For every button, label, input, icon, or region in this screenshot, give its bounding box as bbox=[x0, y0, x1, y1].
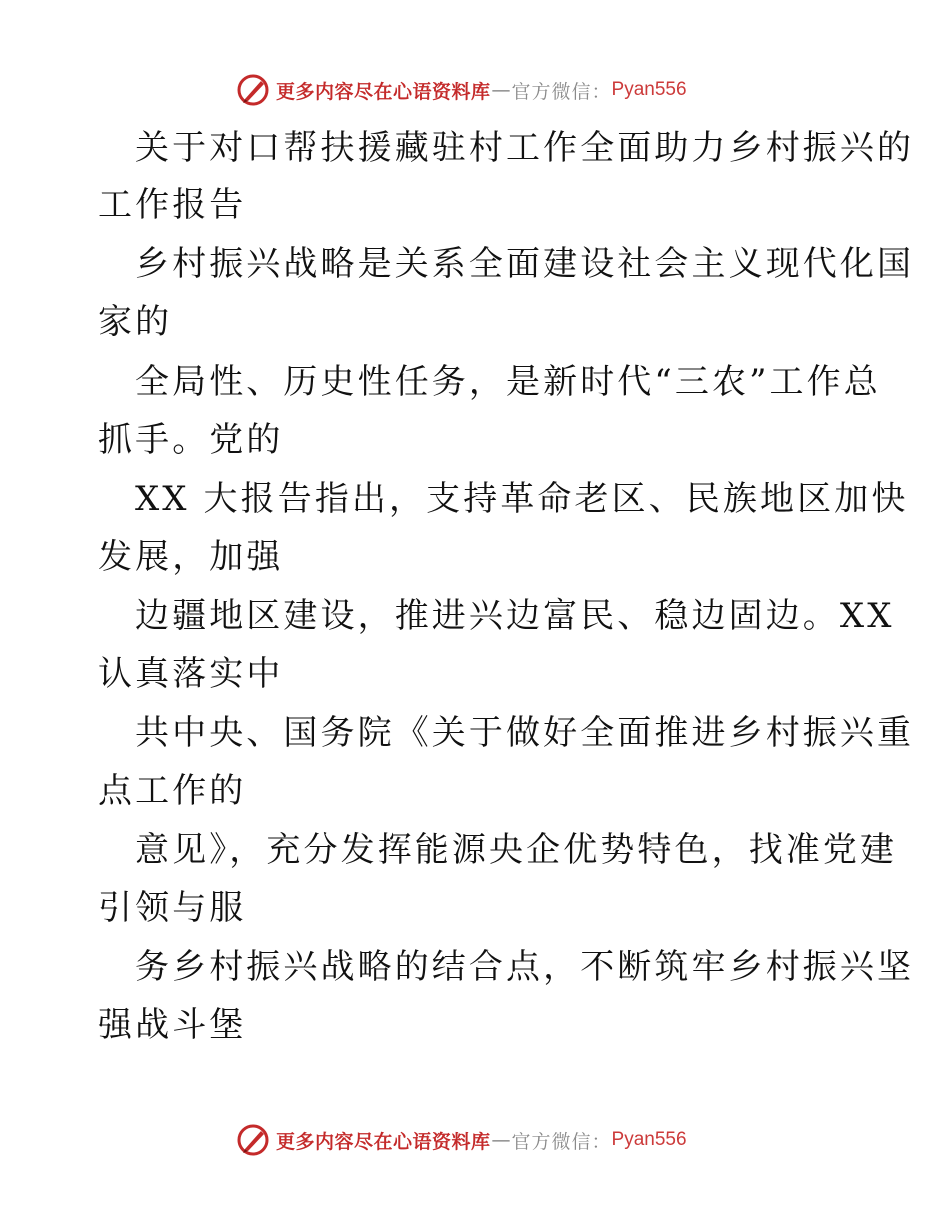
header-banner bbox=[236, 72, 687, 108]
body-line: 认真落实中 bbox=[98, 654, 284, 694]
banner-dash: — bbox=[491, 1129, 511, 1151]
title-line-2: 工作报告 bbox=[98, 185, 247, 225]
wechat-id: Pyan556 bbox=[611, 79, 687, 100]
body-line: XX 大报告指出，支持革命老区、民族地区加快 bbox=[135, 479, 909, 519]
body-line: 家的 bbox=[98, 302, 173, 342]
pen-logo-icon bbox=[236, 73, 270, 107]
site-name: 更多内容尽在心语资料库 bbox=[276, 1130, 491, 1153]
wechat-label: 官方微信： bbox=[511, 80, 612, 103]
body-line: 共中央、国务院《关于做好全面推进乡村振兴重 bbox=[135, 713, 915, 753]
body-line: 发展，加强 bbox=[98, 537, 284, 577]
body-line: 引领与服 bbox=[98, 888, 247, 928]
site-name: 更多内容尽在心语资料库 bbox=[276, 80, 491, 103]
wechat-label: 官方微信： bbox=[511, 1130, 612, 1153]
body-line: 意见》，充分发挥能源央企优势特色，找准党建 bbox=[135, 830, 898, 870]
pen-logo-icon bbox=[236, 1123, 270, 1157]
wechat-id: Pyan556 bbox=[611, 1129, 687, 1150]
banner-dash: — bbox=[491, 79, 511, 101]
body-line: 乡村振兴战略是关系全面建设社会主义现代化国 bbox=[135, 244, 915, 284]
body-line: 全局性、历史性任务，是新时代“三农”工作总 bbox=[135, 362, 881, 402]
body-line: 边疆地区建设，推进兴边富民、稳边固边。XX bbox=[135, 596, 895, 636]
title-line-1: 关于对口帮扶援藏驻村工作全面助力乡村振兴的 bbox=[135, 128, 915, 168]
body-line: 抓手。党的 bbox=[98, 420, 284, 460]
body-line: 务乡村振兴战略的结合点，不断筑牢乡村振兴坚 bbox=[135, 947, 915, 987]
footer-banner bbox=[236, 1122, 687, 1158]
body-line: 点工作的 bbox=[98, 771, 247, 811]
body-line: 强战斗堡 bbox=[98, 1005, 247, 1045]
